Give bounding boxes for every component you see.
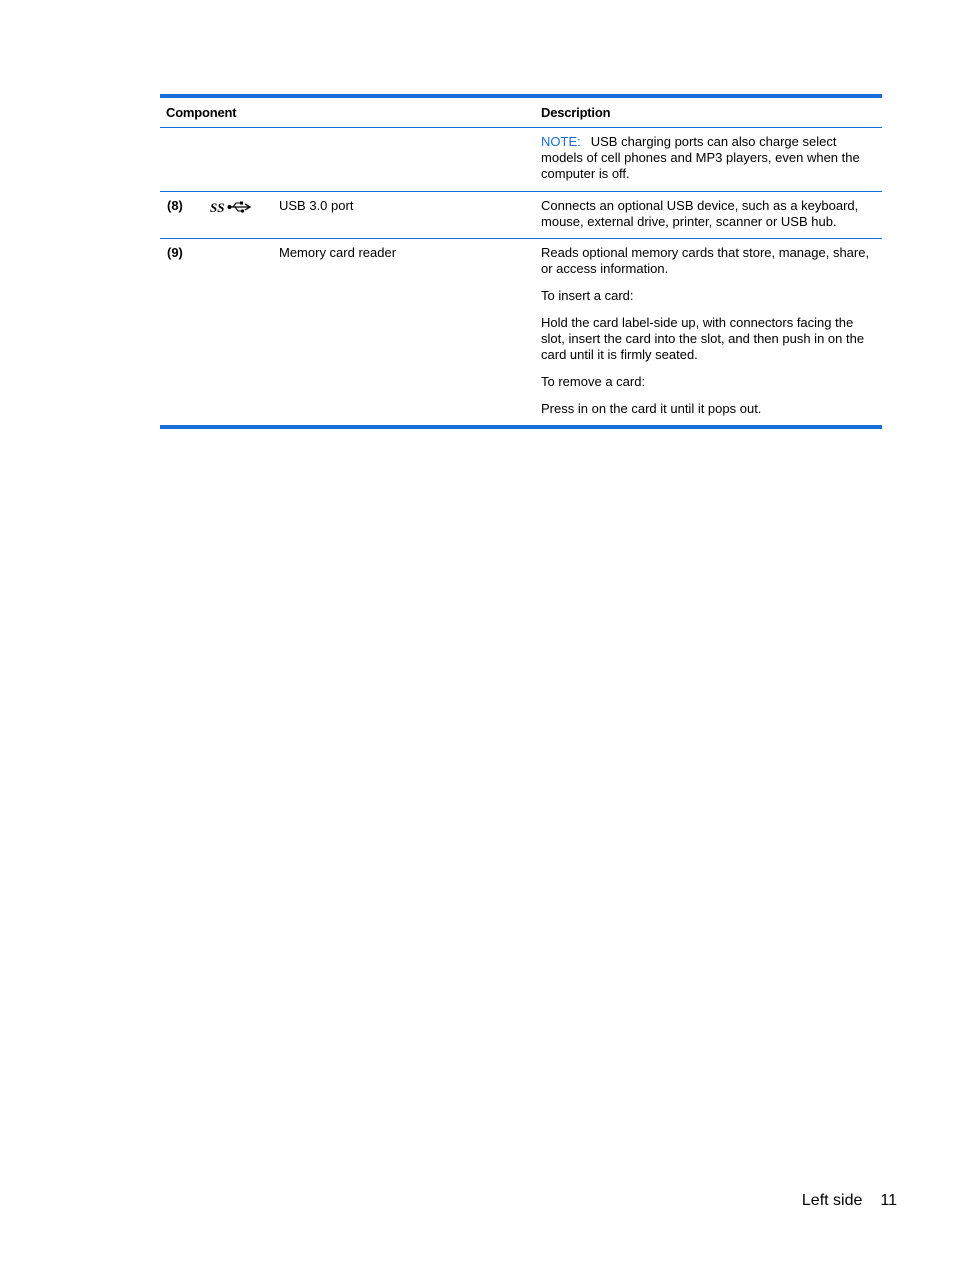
table-header-row xyxy=(160,96,882,128)
note-row-empty-cell xyxy=(160,128,535,192)
description-paragraph: To insert a card: xyxy=(541,288,634,303)
component-description xyxy=(535,239,882,428)
row-number: (9) xyxy=(167,245,183,260)
note-cell xyxy=(535,128,882,192)
description-paragraph: Reads optional memory cards that store, manage, share, or access information. xyxy=(541,245,870,276)
footer-section-title: Left side xyxy=(801,1192,863,1209)
table-row-memory-card-reader xyxy=(160,239,882,428)
page-number: 11 xyxy=(880,1192,897,1209)
note-label: NOTE: xyxy=(541,134,581,149)
note-row xyxy=(160,128,882,192)
icon-cell xyxy=(203,192,273,239)
component-name: Memory card reader xyxy=(279,245,397,260)
component-description xyxy=(535,192,882,239)
description-paragraph: Press in on the card it until it pops out. xyxy=(541,401,762,416)
usb-superspeed-icon xyxy=(209,199,253,215)
component-table xyxy=(160,94,882,429)
description-paragraph: Connects an optional USB device, such as a keyboard, mouse, external drive, printer, scanner or USB hub. xyxy=(541,198,859,229)
header-component: Component xyxy=(160,96,535,128)
description-paragraph: To remove a card: xyxy=(541,374,646,389)
svg-text:SS: SS xyxy=(210,200,225,215)
row-number: (8) xyxy=(160,192,203,239)
table-row-usb-port xyxy=(160,192,882,239)
component-name: USB 3.0 port xyxy=(273,192,535,239)
description-paragraph: Hold the card label-side up, with connectors facing the slot, insert the card into the slot, and then push in on the card until it is firmly seated. xyxy=(541,315,865,362)
header-description: Description xyxy=(535,96,882,128)
icon-cell xyxy=(203,239,273,428)
page-footer xyxy=(700,1192,897,1210)
note-text: USB charging ports can also charge select models of cell phones and MP3 players, even when the computer is off. xyxy=(541,134,860,181)
